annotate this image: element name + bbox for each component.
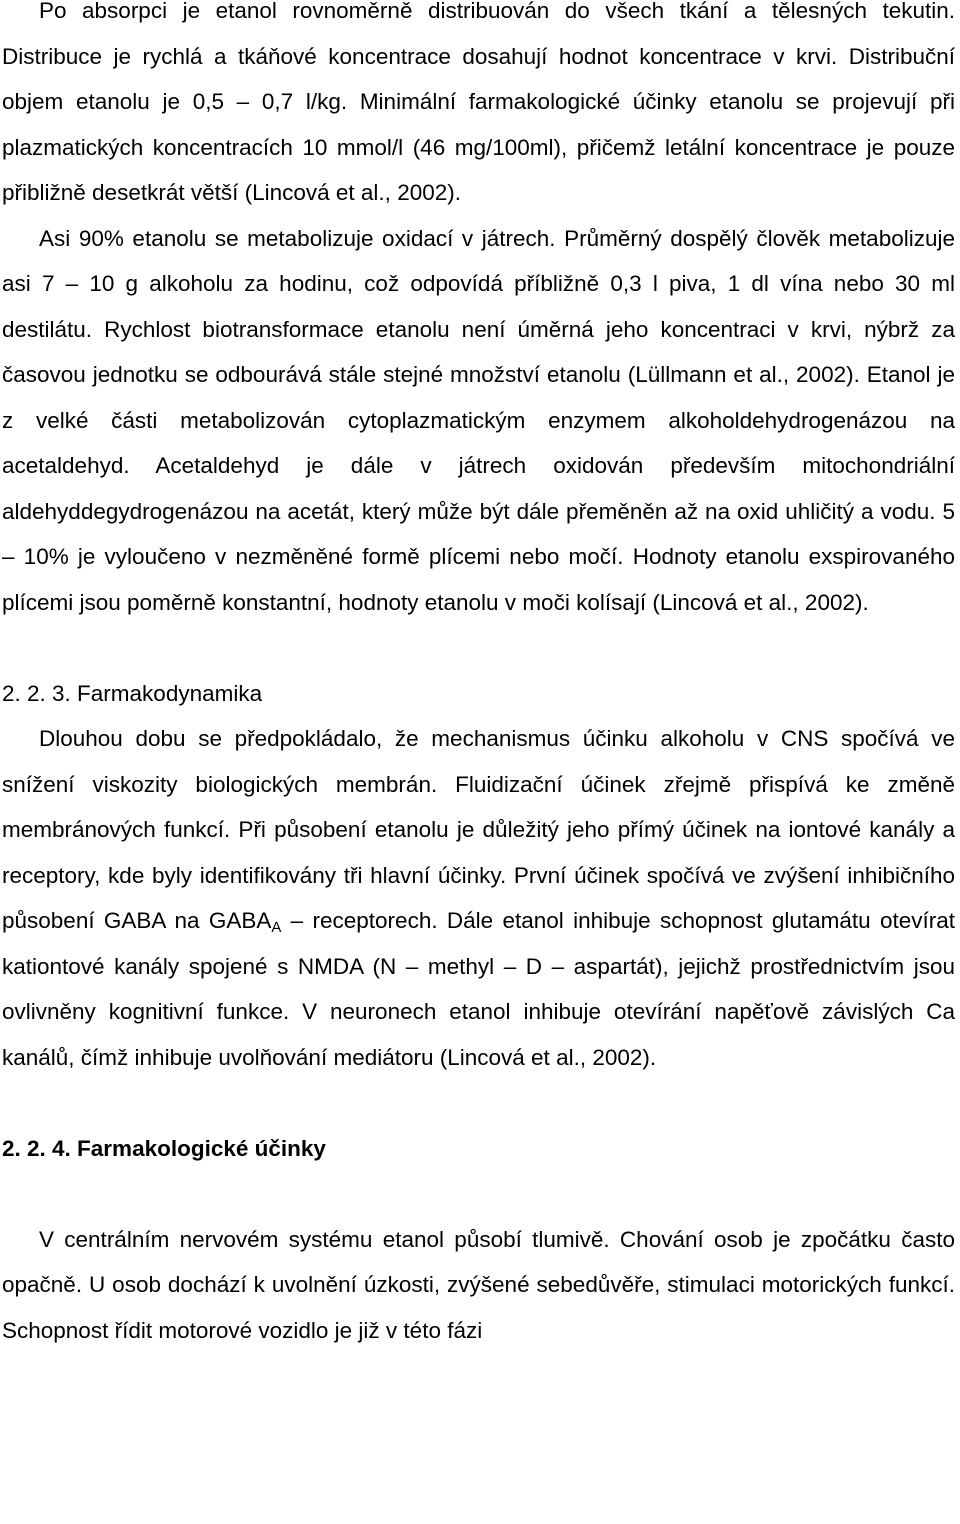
paragraph-pharmacodynamics-text-1: Dlouhou dobu se předpokládalo, že mechanismus účinku alkoholu v CNS spočívá ve snížení viskozity biologických membrán. Fluidizační účinek zřejmě přispívá ke změně membránových funkcí. Při působení etanolu je důležitý jeho přímý účinek na iontové kanály a receptory, kde byly identifikovány tři hlavní účinky. První účinek spočívá ve zvýšení inhibičního působení GABA na GABA: [2, 726, 955, 933]
paragraph-pharmacodynamics: [2, 716, 955, 1080]
paragraph-metabolism: Asi 90% etanolu se metabolizuje oxidací v játrech. Průměrný dospělý člověk metabolizuje asi 7 – 10 g alkoholu za hodinu, což odpovídá příbližně 0,3 l piva, 1 dl vína nebo 30 ml destilátu. Rychlost biotransformace etanolu není úměrná jeho koncentraci v krvi, nýbrž za časovou jednotku se odbourává stále stejné množství etanolu (Lüllmann et al., 2002). Etanol je z velké části metabolizován cytoplazmatickým enzymem alkoholdehydrogenázou na acetaldehyd. Acetaldehyd je dále v játrech oxidován především mitochondriální aldehyddegydrogenázou na acetát, který může být dále přeměněn až na oxid uhličitý a vodu. 5 – 10% je vyloučeno v nezměněné formě plícemi nebo močí. Hodnoty etanolu exspirovaného plícemi jsou poměrně konstantní, hodnoty etanolu v moči kolísají (Lincová et al., 2002).: [2, 225, 955, 615]
paragraph-cns-effects: V centrálním nervovém systému etanol působí tlumivě. Chování osob je zpočátku často opačně. U osob dochází k uvolnění úzkosti, zvýšené sebedůvěře, stimulaci motorických funkcí. Schopnost řídit motorové vozidlo je již v této fázi: [2, 1226, 955, 1343]
document-page: [2, 0, 955, 1353]
gaba-subscript: A: [271, 919, 282, 936]
spacer: [2, 1080, 955, 1126]
spacer: [2, 1171, 955, 1217]
heading-pharmacodynamics: 2. 2. 3. Farmakodynamika: [2, 680, 263, 706]
paragraph-pharmacodynamics-text-2: – receptorech. Dále etanol inhibuje schopnost glutamátu otevírat kationtové kanály spojené s NMDA (N – methyl – D – aspartát), jejichž prostřednictvím jsou ovlivněny kognitivní funkce. V neuronech etanol inhibuje otevírání napěťově závislých Ca kanálů, čímž inhibuje uvolňování mediátoru (Lincová et al., 2002).: [2, 908, 956, 1070]
heading-pharmacological-effects: 2. 2. 4. Farmakologické účinky: [2, 1135, 326, 1161]
spacer: [2, 625, 955, 671]
paragraph-distribution: Po absorpci je etanol rovnoměrně distribuován do všech tkání a tělesných tekutin. Distribuce je rychlá a tkáňové koncentrace dosahují hodnot koncentrace v krvi. Distribuční objem etanolu je 0,5 – 0,7 l/kg. Minimální farmakologické účinky etanolu se projevují při plazmatických koncentracích 10 mmol/l (46 mg/100ml), přičemž letální koncentrace je pouze přibližně desetkrát větší (Lincová et al., 2002).: [2, 0, 955, 205]
